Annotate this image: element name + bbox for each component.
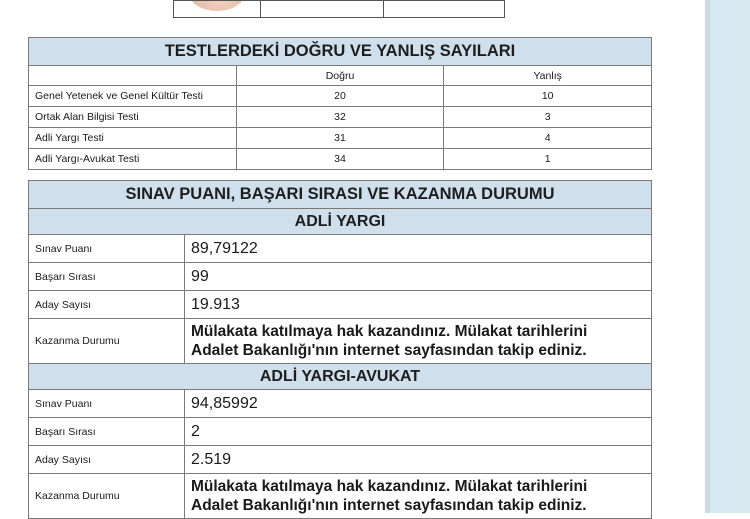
yanlis-count: 4 (444, 128, 652, 149)
column-header-dogru: Doğru (236, 66, 444, 86)
kazanma-line-2: Adalet Bakanlığı'nın internet sayfasından takip ediniz. (191, 497, 587, 514)
right-side-panel (705, 0, 750, 513)
panel-edge (706, 0, 710, 513)
yanlis-count: 3 (444, 107, 652, 128)
aday-sayisi-label: Aday Sayısı (29, 446, 185, 474)
kazanma-line-2: Adalet Bakanlığı'nın internet sayfasından takip ediniz. (191, 342, 587, 359)
table-row (29, 291, 652, 319)
aday-sayisi-value: 2.519 (185, 446, 652, 474)
table-row (29, 263, 652, 291)
basari-sirasi-label: Başarı Sırası (29, 418, 185, 446)
sinav-puani-label: Sınav Puanı (29, 235, 185, 263)
sinav-puani-label: Sınav Puanı (29, 390, 185, 418)
section-title-adli-yargi-avukat: ADLİ YARGI-AVUKAT (29, 364, 652, 390)
test-name: Ortak Alan Bilgisi Testi (29, 107, 237, 128)
aday-sayisi-label: Aday Sayısı (29, 291, 185, 319)
tests-table (28, 37, 652, 170)
kazanma-durumu-label: Kazanma Durumu (29, 474, 185, 519)
test-name: Adli Yargı-Avukat Testi (29, 149, 237, 170)
yanlis-count: 1 (444, 149, 652, 170)
kazanma-line-1: Mülakata katılmaya hak kazandınız. Mülakat tarihlerini (191, 323, 588, 340)
sinav-puani-value: 89,79122 (185, 235, 652, 263)
basari-sirasi-label: Başarı Sırası (29, 263, 185, 291)
sinav-puani-value: 94,85992 (185, 390, 652, 418)
table-row (29, 390, 652, 418)
table-row (29, 149, 652, 170)
photo-table-cell (384, 1, 505, 18)
candidate-photo (174, 1, 261, 18)
kazanma-durumu-label: Kazanma Durumu (29, 319, 185, 364)
test-name: Adli Yargı Testi (29, 128, 237, 149)
table-row (29, 319, 652, 364)
table-row (29, 446, 652, 474)
column-header-yanlis: Yanlış (444, 66, 652, 86)
table-row (29, 474, 652, 519)
dogru-count: 34 (236, 149, 444, 170)
table-row (29, 86, 652, 107)
section-title-adli-yargi: ADLİ YARGI (29, 209, 652, 235)
test-name: Genel Yetenek ve Genel Kültür Testi (29, 86, 237, 107)
photo-table (173, 0, 505, 18)
results-table (28, 180, 652, 519)
kazanma-durumu-value (185, 319, 652, 364)
dogru-count: 31 (236, 128, 444, 149)
yanlis-count: 10 (444, 86, 652, 107)
kazanma-durumu-value (185, 474, 652, 519)
dogru-count: 32 (236, 107, 444, 128)
basari-sirasi-value: 99 (185, 263, 652, 291)
aday-sayisi-value: 19.913 (185, 291, 652, 319)
photo-table-cell (261, 1, 384, 18)
tests-table-title: TESTLERDEKİ DOĞRU VE YANLIŞ SAYILARI (29, 38, 652, 66)
dogru-count: 20 (236, 86, 444, 107)
photo-image (188, 1, 246, 12)
results-table-title: SINAV PUANI, BAŞARI SIRASI VE KAZANMA DURUMU (29, 181, 652, 209)
table-row (29, 107, 652, 128)
table-row (29, 418, 652, 446)
tests-table-corner (29, 66, 237, 86)
table-row (29, 235, 652, 263)
kazanma-line-1: Mülakata katılmaya hak kazandınız. Mülakat tarihlerini (191, 478, 588, 495)
table-row (29, 128, 652, 149)
basari-sirasi-value: 2 (185, 418, 652, 446)
